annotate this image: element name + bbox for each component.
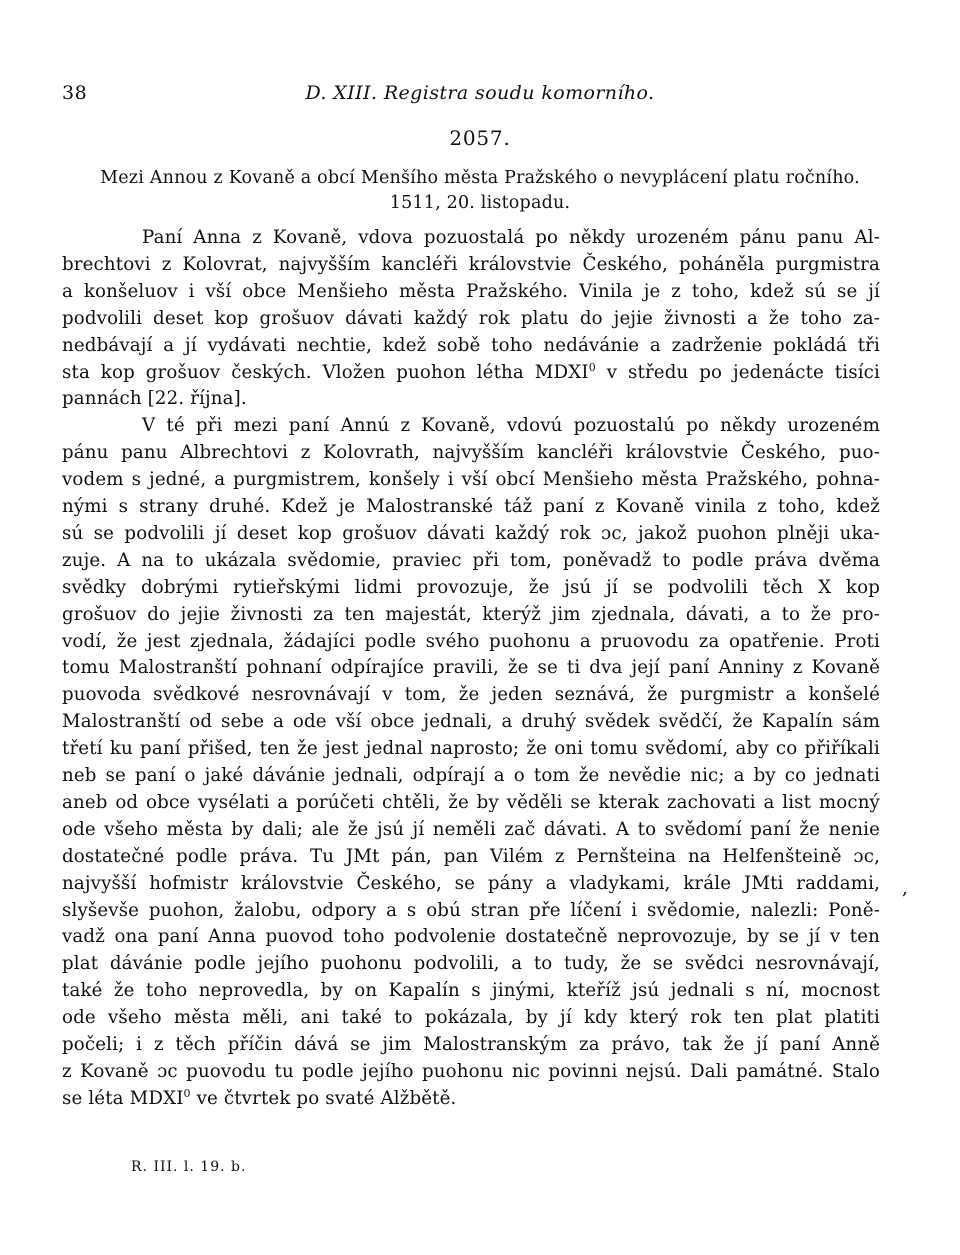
text-line: pánu panu Albrechtovi z Kolovrath, najvyšším kancléři královstvie Českého, puo-: [62, 442, 880, 464]
text-line: také že toho neprovedla, by on Kapalín s jinými, kteříž jsú jednali s ní, mocnost: [62, 980, 880, 1002]
text-line: z Kovaně ɔc puovodu tu podle jejího puohonu nic povinni nejsú. Dali památné. Stalo: [62, 1060, 880, 1082]
text-line: svědky dobrými rytieřskými lidmi provozuje, že jsú jí se podvolili těch X kop: [62, 576, 880, 598]
superscript: 0: [588, 360, 596, 374]
text-line: Paní Anna z Kovaně, vdova pozuostalá po někdy urozeném pánu panu Al-: [142, 227, 880, 248]
text-line: sú se podvolili jí deset kop grošuov dávati každý rok ɔc, jakož puohon plněji uka-: [62, 522, 880, 544]
text-line: nými s strany druhé. Kdež je Malostranské táž paní z Kovaně vinila z toho, kdež: [62, 496, 880, 517]
text-line: vadž ona paní Anna puovod toho podvolenie dostatečně neprovozuje, by se jí v ten: [62, 926, 880, 948]
text-line: třetí ku paní přišed, ten že jest jednal naprosto; že oni tomu svědomí, aby co přiříkali: [62, 738, 880, 760]
superscript: 0: [183, 1086, 191, 1100]
margin-mark: ,: [902, 878, 908, 899]
text-line: grošuov do jejie živnosti za ten majestát, kterýž jim zjednala, dávati, a to že pro-: [62, 603, 880, 625]
entry-number: 2057.: [449, 126, 511, 150]
text-line: vodí, že jest zjednala, žádajíci podle svého puohonu a pruovodu za opatřenie. Proti: [62, 630, 880, 652]
text-line: počeli; i z těch příčin dává se jim Malostranským za právo, tak že jí paní Anně: [62, 1034, 880, 1055]
text-line: pannách [22. října].: [62, 388, 247, 410]
text-line: brechtovi z Kolovrat, najvyšším kancléři královstvie Českého, poháněla purgmistra: [62, 253, 880, 275]
text-line: dostatečné podle práva. Tu JMt pán, pan Vilém z Pernšteina na Helfenšteině ɔc,: [62, 845, 880, 867]
text-line: ode všeho města měli, ani také to pokázala, by jí kdy který rok ten plat platiti: [62, 1007, 880, 1029]
text-line: slyševše puohon, žalobu, odpory a s obú stran pře líčení i svědomie, nalezli: Poně-: [62, 899, 880, 921]
text-line: podvolili deset kop grošuov dávati každý rok platu do jejie živnosti a že toho za-: [62, 307, 880, 329]
text-line: se léta MDXI$^0$ ve čtvrtek po svaté Alžbětě.: [62, 1086, 457, 1109]
text-line: tomu Malostranští pohnaní odpírajíce pravili, že se ti dva její paní Anniny z Kovaně: [62, 657, 880, 679]
running-head: D. XIII. Registra soudu komorního.: [305, 82, 655, 104]
text-line: aneb od obce vysélati a porúčeti chtěli, že by věděli se kterak zachovati a list mocný: [62, 791, 880, 813]
archival-signature: R. III. l. 19. b.: [131, 1159, 247, 1175]
text-line: ode všeho města by dali; ale že jsú jí neměli zač dávati. A to svědomí paní že nenie: [62, 818, 880, 840]
entry-summary: Mezi Annou z Kovaně a obcí Menšího města Pražského o nevyplácení platu ročního.: [100, 168, 860, 188]
text-line: vodem s jedné, a purgmistrem, konšely i vší obcí Menšieho města Pražského, pohna-: [62, 469, 880, 491]
text-line: zuje. A na to ukázala svědomie, praviec při tom, poněvadž to podle práva dvěma: [62, 549, 880, 571]
text-line: nedbávají a jí vydávati nechtie, kdež sobě toho nedávánie a zadrženie pokládá tři: [62, 334, 880, 356]
text-line: najvyšší hofmistr královstvie Českého, se pány a vladykami, krále JMti raddami,: [62, 872, 880, 894]
page-number: 38: [62, 82, 88, 104]
entry-date: 1511, 20. listopadu.: [389, 193, 571, 213]
text-line: plat dávánie podle jejího puohonu podvolili, a to tudy, že se svědci nesrovnávají,: [62, 953, 880, 975]
text-line: neb se paní o jaké dávánie jednali, odpírají a o tom že nevědie nic; a by co jednati: [62, 765, 880, 786]
text-line: V té při mezi paní Annú z Kovaně, vdovú pozuostalú po někdy urozeném: [142, 415, 880, 437]
text-line: sta kop grošuov českých. Vložen puohon létha MDXI$^0$ v středu po jedenácte tisíci: [62, 360, 880, 383]
text-line: Malostranští od sebe a ode vší obce jednali, a druhý svědek svědčí, že Kapalín sám: [62, 711, 880, 733]
text-line: puovoda svědkové nesrovnávají v tom, že jeden seznává, že purgmistr a konšelé: [62, 684, 880, 706]
text-line: a konšeluov i vší obce Menšieho města Pražského. Vinila je z toho, kdež sú se jí: [62, 280, 880, 302]
